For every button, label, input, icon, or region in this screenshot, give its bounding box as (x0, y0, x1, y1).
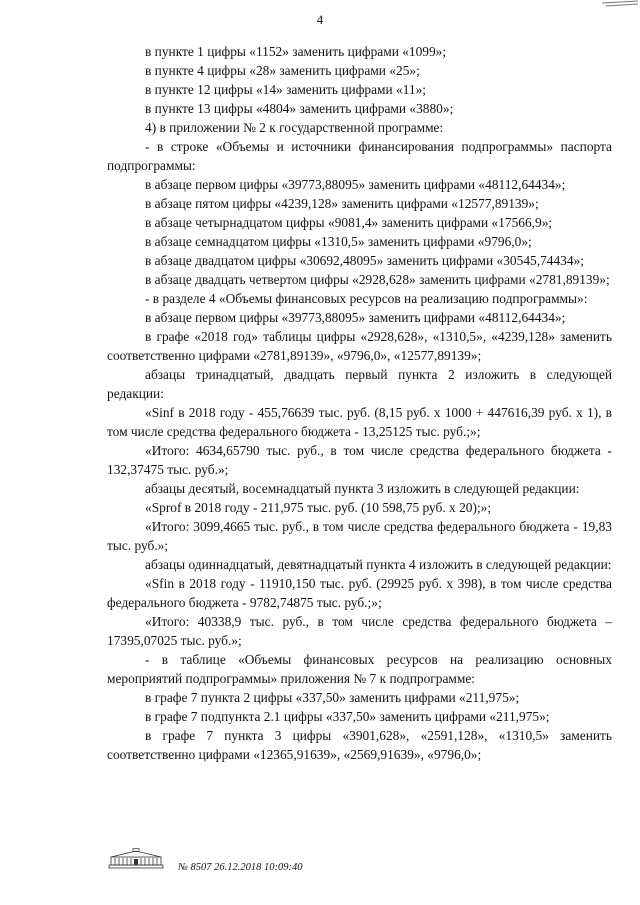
paragraph-21: «Итого: 3099,4665 тыс. руб., в том числе средства федерального бюджета - 19,83 тыс. руб.»; (107, 519, 612, 553)
document-body (107, 42, 612, 764)
paragraph-7: в абзаце первом цифры «39773,88095» заменить цифрами «48112,64434»; (145, 177, 566, 192)
paragraph-15: в графе «2018 год» таблицы цифры «2928,628», «1310,5», «4239,128» заменить соответственно цифрами «2781,89139», «9796,0», «12577,89139»; (107, 329, 612, 363)
paragraph-1: в пункте 1 цифры «1152» заменить цифрами «1099»; (145, 44, 447, 59)
paragraph-14: в абзаце первом цифры «39773,88095» заменить цифрами «48112,64434»; (145, 310, 566, 325)
page-number: 4 (316, 12, 324, 27)
paragraph-27: в графе 7 подпункта 2.1 цифры «337,50» заменить цифрами «211,975»; (145, 709, 550, 724)
paragraph-20: «Sprof в 2018 году - 211,975 тыс. руб. (10 598,75 руб. х 20);»; (145, 500, 492, 515)
government-building-stamp-icon (108, 848, 164, 870)
registration-footer: № 8507 26.12.2018 10:09:40 (178, 862, 303, 873)
paragraph-13: - в разделе 4 «Объемы финансовых ресурсов на реализацию подпрограммы»: (145, 291, 588, 306)
paragraph-22: абзацы одиннадцатый, девятнадцатый пункта 4 изложить в следующей редакции: (145, 557, 612, 572)
paragraph-23: «Sfin в 2018 году - 11910,150 тыс. руб. (29925 руб. х 398), в том числе средства федерального бюджета - 9782,74875 тыс. руб.;»; (107, 576, 612, 610)
paragraph-6: - в строке «Объемы и источники финансирования подпрограммы» паспорта подпрограммы: (107, 139, 612, 173)
paragraph-19: абзацы десятый, восемнадцатый пункта 3 изложить в следующей редакции: (145, 481, 580, 496)
paragraph-9: в абзаце четырнадцатом цифры «9081,4» заменить цифрами «17566,9»; (145, 215, 553, 230)
paragraph-10: в абзаце семнадцатом цифры «1310,5» заменить цифрами «9796,0»; (145, 234, 532, 249)
paragraph-3: в пункте 12 цифры «14» заменить цифрами «11»; (145, 82, 427, 97)
paragraph-24: «Итого: 40338,9 тыс. руб., в том числе средства федерального бюджета – 17395,07025 тыс. руб.»; (107, 614, 612, 648)
paragraph-26: в графе 7 пункта 2 цифры «337,50» заменить цифрами «211,975»; (145, 690, 520, 705)
paragraph-16: абзацы тринадцатый, двадцать первый пункта 2 изложить в следующей редакции: (107, 367, 612, 401)
paragraph-4: в пункте 13 цифры «4804» заменить цифрами «3880»; (145, 101, 454, 116)
paragraph-12: в абзаце двадцать четвертом цифры «2928,628» заменить цифрами «2781,89139»; (145, 272, 610, 287)
paragraph-18: «Итого: 4634,65790 тыс. руб., в том числе средства федерального бюджета - 132,37475 тыс. руб.»; (107, 443, 612, 477)
paragraph-2: в пункте 4 цифры «28» заменить цифрами «25»; (145, 63, 420, 78)
corner-scan-mark (600, 0, 640, 10)
paragraph-25: - в таблице «Объемы финансовых ресурсов на реализацию основных мероприятий подпрограммы» приложения № 7 к подпрограмме: (107, 652, 612, 686)
paragraph-5: 4) в приложении № 2 к государственной программе: (145, 120, 444, 135)
paragraph-8: в абзаце пятом цифры «4239,128» заменить цифрами «12577,89139»; (145, 196, 539, 211)
paragraph-28: в графе 7 пункта 3 цифры «3901,628», «2591,128», «1310,5» заменить соответственно цифрами «12365,91639», «2569,91639», «9796,0»; (107, 728, 612, 762)
paragraph-17: «Sinf в 2018 году - 455,76639 тыс. руб. (8,15 руб. х 1000 + 447616,39 руб. х 1), в том числе средства федерального бюджета - 13,25125 тыс. руб.;»; (107, 405, 612, 439)
paragraph-11: в абзаце двадцатом цифры «30692,48095» заменить цифрами «30545,74434»; (145, 253, 584, 268)
